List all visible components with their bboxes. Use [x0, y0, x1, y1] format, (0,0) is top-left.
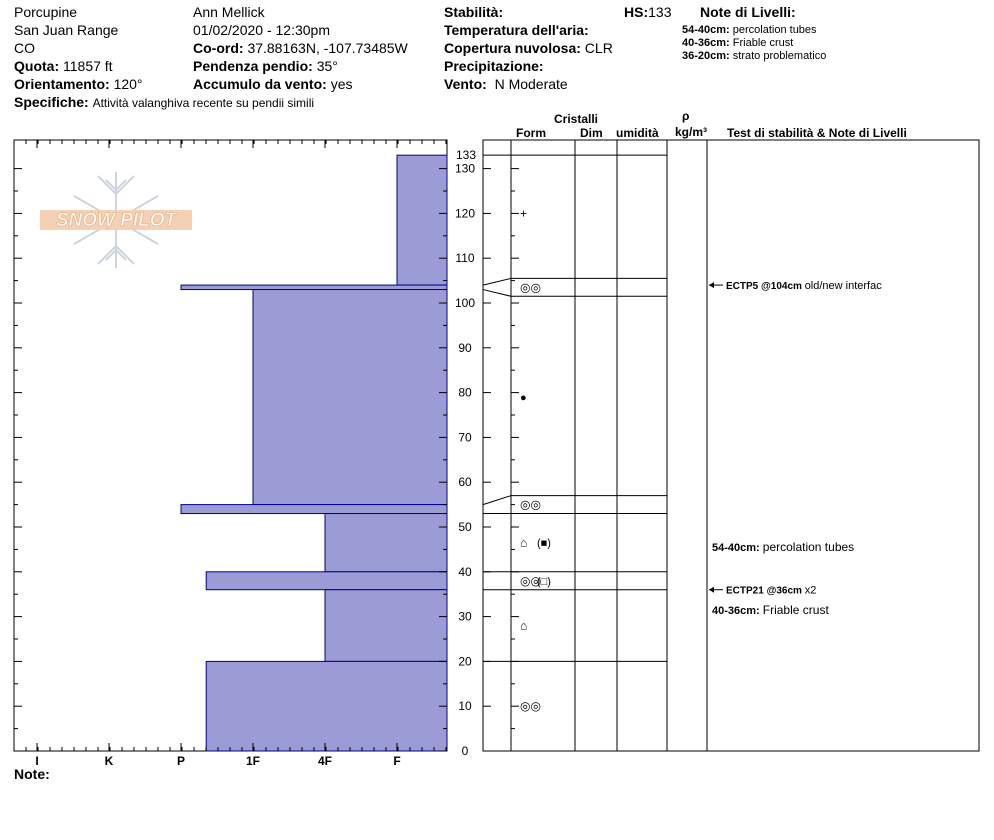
layer-connector-line — [483, 290, 511, 297]
crystal-form-symbol: ◎◎ — [520, 573, 541, 588]
orientamento-value: 120° — [113, 76, 143, 92]
depth-tick-label: 30 — [458, 609, 472, 624]
pendenza-label: Pendenza pendio: — [193, 58, 313, 74]
coord-label: Co-ord: — [193, 40, 244, 56]
crystal-secondary-symbol: (■) — [537, 537, 551, 550]
observer-name: Ann Mellick — [193, 4, 265, 20]
snowpilot-logo — [40, 172, 192, 268]
hardness-tick-label: F — [393, 754, 401, 768]
depth-tick-label: 70 — [458, 430, 472, 445]
pendenza-value: 35° — [316, 58, 338, 74]
rho-unit-header: kg/m³ — [675, 125, 708, 139]
orientamento-label: Orientamento: — [14, 76, 110, 92]
note-livelli-range: 36-20cm: — [682, 50, 730, 62]
depth-tick-label: 60 — [458, 475, 472, 490]
depth-tick-label: 0 — [461, 744, 469, 758]
note-livelli-text: strato problematico — [732, 50, 827, 62]
note-livelli-range: 40-36cm: — [682, 37, 730, 49]
coord-value: 37.88163N, -107.73485W — [247, 40, 408, 56]
note-label: Note: — [14, 766, 50, 782]
hardness-layer-bar — [206, 661, 447, 751]
layer-note-label: 40-36cm: Friable crust — [712, 602, 829, 617]
crystal-secondary-symbol: (□) — [537, 575, 551, 588]
hardness-layer-bar — [181, 505, 447, 514]
note-livelli-text: Friable crust — [732, 37, 794, 49]
note-livelli-text: percolation tubes — [732, 24, 817, 36]
crystal-form-symbol: + — [520, 206, 528, 221]
temperatura-label: Temperatura dell'aria: — [444, 22, 589, 38]
hardness-tick-label: I — [35, 754, 39, 768]
hardness-layer-bar — [325, 590, 447, 662]
depth-tick-label: 50 — [458, 520, 472, 534]
stability-test-label: ECTP5 @104cm old/new interfac — [726, 280, 882, 293]
depth-tick-label: 120 — [454, 206, 476, 221]
profile-table-frame — [483, 140, 979, 751]
layer-connector-line — [483, 496, 511, 505]
logo-text: SNOW PILOT — [55, 210, 177, 231]
hardness-tick-label: 1F — [245, 754, 261, 768]
stability-test-label: ECTP21 @36cm x2 — [726, 584, 817, 597]
copertura-value: CLR — [584, 40, 613, 56]
layer-note-label: 54-40cm: percolation tubes — [712, 540, 855, 555]
vento-value: N Moderate — [494, 76, 568, 92]
vento-label: Vento: — [444, 76, 487, 92]
accumulo-value: yes — [330, 76, 353, 92]
note-livelli-range: 54-40cm: — [682, 24, 730, 36]
hardness-layer-bar — [181, 285, 447, 289]
precipitazione-label: Precipitazione: — [444, 58, 544, 74]
depth-tick-label: 110 — [455, 251, 475, 266]
test-header: Test di stabilità & Note di Livelli — [727, 126, 907, 140]
accumulo-label: Accumulo da vento: — [193, 76, 327, 92]
hardness-layer-bar — [253, 290, 447, 505]
hardness-layer-bar — [206, 572, 447, 590]
depth-tick-label: 20 — [458, 654, 472, 669]
depth-tick-label: 90 — [458, 340, 472, 355]
hs-value: 133 — [648, 4, 672, 20]
quota-value: 11857 ft — [63, 58, 113, 74]
range-name: San Juan Range — [14, 22, 119, 38]
crystal-form-symbol: ◎◎ — [520, 497, 541, 512]
hardness-tick-label: 4F — [317, 754, 333, 768]
depth-tick-label: 100 — [454, 296, 476, 310]
specifiche-label: Specifiche: — [14, 94, 89, 110]
depth-tick-label: 40 — [458, 564, 472, 579]
cristalli-header: Cristalli — [554, 112, 599, 126]
hardness-layer-bar — [397, 155, 447, 285]
crystal-form-symbol: ● — [520, 392, 527, 405]
crystal-form-symbol: ⌂ — [520, 535, 528, 550]
depth-tick-label: 10 — [458, 699, 472, 714]
quota-label: Quota: — [14, 58, 60, 74]
location-name: Porcupine — [14, 4, 78, 20]
stabilita-label: Stabilità: — [444, 4, 504, 20]
test-pointer-arrow — [709, 587, 714, 593]
hardness-layer-bar — [325, 514, 447, 572]
test-pointer-arrow — [709, 282, 714, 288]
observation-datetime: 01/02/2020 - 12:30pm — [193, 22, 330, 38]
depth-top-label: 133 — [455, 148, 477, 163]
note-livelli-label: Note di Livelli: — [700, 4, 796, 20]
depth-tick-label: 130 — [454, 161, 476, 176]
specifiche-value: Attività valanghiva recente su pendii simili — [92, 96, 315, 110]
crystal-form-symbol: ◎◎ — [520, 699, 541, 714]
copertura-label: Copertura nuvolosa: — [444, 40, 581, 56]
rho-header: ρ — [682, 109, 690, 123]
hs-label: HS: — [624, 4, 649, 20]
dim-header: Dim — [580, 126, 603, 140]
umidita-header: umidità — [616, 126, 659, 140]
hardness-tick-label: K — [104, 754, 114, 768]
crystal-form-symbol: ⌂ — [520, 618, 528, 633]
layer-connector-line — [483, 278, 511, 285]
hardness-tick-label: P — [176, 754, 186, 768]
form-header: Form — [516, 126, 546, 140]
depth-tick-label: 80 — [458, 385, 472, 400]
state-name: CO — [14, 40, 35, 56]
crystal-form-symbol: ◎◎ — [520, 280, 541, 295]
